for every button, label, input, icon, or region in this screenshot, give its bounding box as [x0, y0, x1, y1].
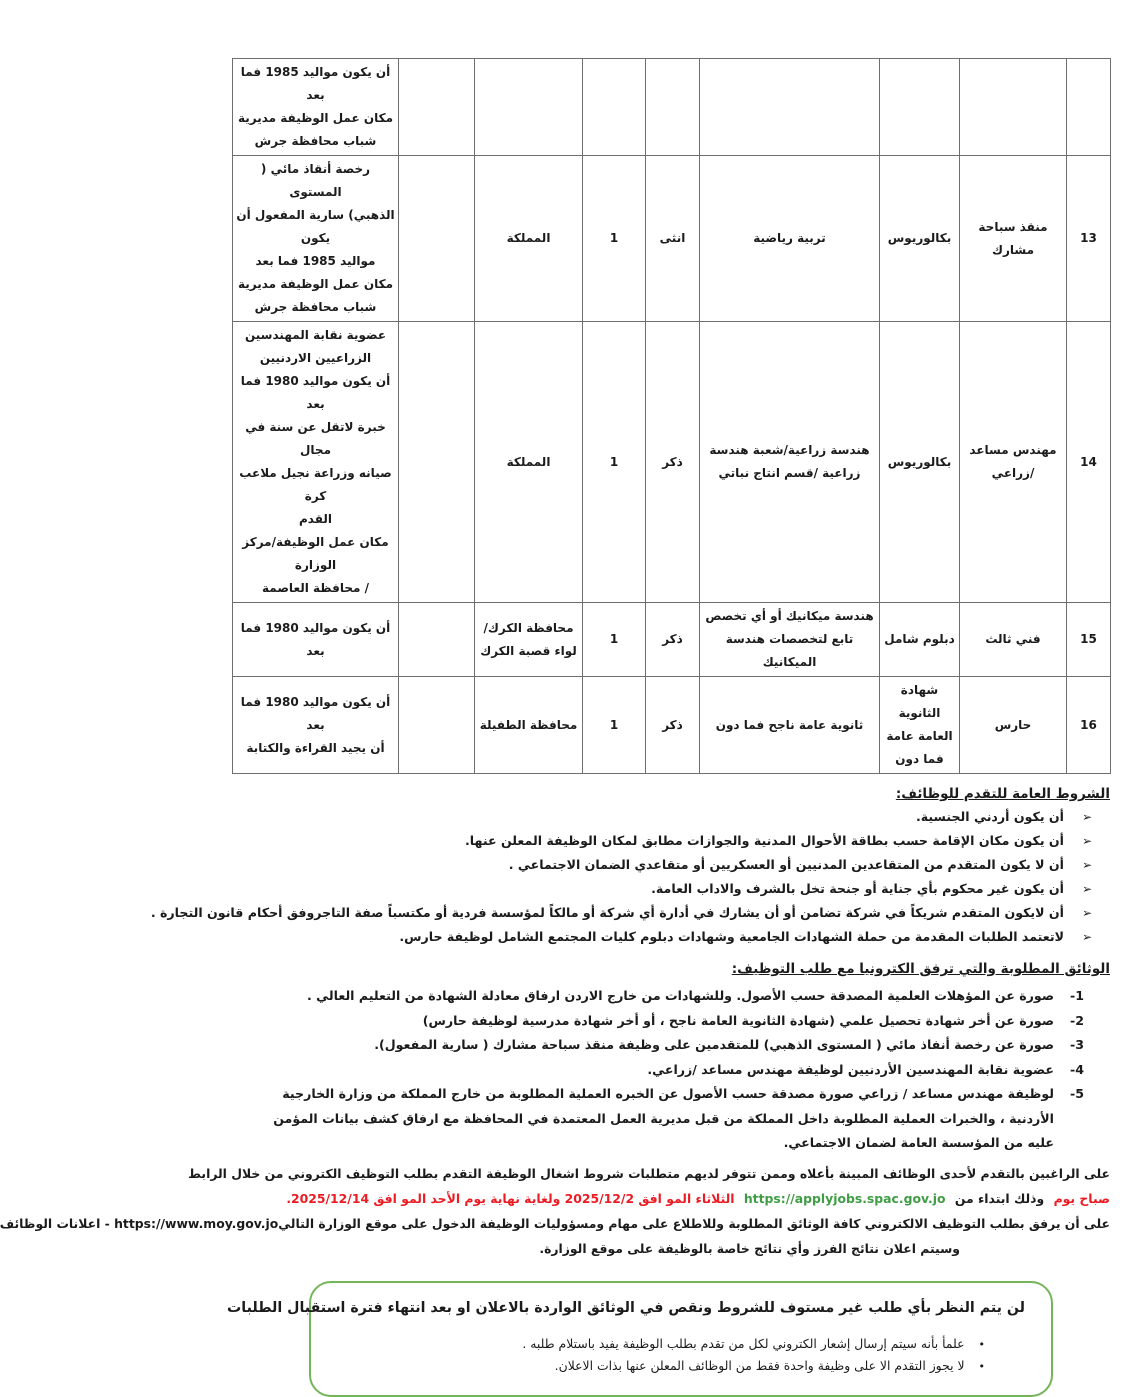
condition-text: أن يكون أردني الجنسية.	[915, 809, 1064, 824]
condition-item	[150, 901, 1110, 925]
condition-text: أن لايكون المتقدم شريكاً في شركة تضامن أو أن يشارك في أدارة أي شركة أو مالكاً لمؤسسة فردية أو مكتسباً صفة التاجروفق أحكام قانون التجارة .	[150, 905, 1064, 920]
table-row	[233, 677, 1111, 774]
application-instructions	[0, 1161, 1110, 1261]
cell-job-title: مهندس مساعد /زراعي	[960, 322, 1067, 603]
item-number: 4-	[1070, 1061, 1084, 1077]
cell-row-number: 14	[1067, 322, 1111, 603]
document-text: صورة عن أخر شهادة تحصيل علمي (شهادة الثانوية العامة ناجح ، أو أخر شهادة مدرسية لوظيفة حارس)	[422, 1012, 1054, 1028]
arrow-bullet-icon: ➢	[1081, 834, 1092, 848]
item-number: 3-	[1070, 1037, 1084, 1052]
cell-specialization: هندسة زراعية/شعبة هندسة زراعية /قسم انتاج نباتي	[700, 322, 880, 603]
item-number: 2-	[1070, 1012, 1084, 1028]
table-row	[233, 322, 1111, 603]
document-text: صورة عن المؤهلات العلمية المصدقة حسب الأصول. وللشهادات من خارج الاردن ارفاق معادلة الشهادة من التعليم العالي .	[306, 988, 1054, 1003]
apply-attachments-line	[0, 1211, 1110, 1236]
document-item	[233, 984, 1110, 1009]
apply-dates-line	[233, 1186, 1110, 1211]
cell-count: 1	[583, 156, 646, 322]
cell-row-number: 13	[1067, 156, 1111, 322]
cell-requirements: أن يكون مواليد 1985 فما بعد مكان عمل الوظيفة مديرية شباب محافظة جرش	[233, 59, 399, 156]
cell-location: المملكة	[475, 322, 583, 603]
apply-intro-line: على الراغبين بالتقدم لأحدى الوظائف المبينة بأعلاه وممن تتوفر لديهم متطلبات شروط اشغال الوظيفة التقدم بطلب التوظيف الكتروني من خلال الرابط	[188, 1165, 1110, 1181]
cell-gender: ذكر	[646, 603, 700, 677]
cell-specialization	[700, 59, 880, 156]
results-announcement-line: وسيتم اعلان نتائج الفرز وأي نتائج خاصة بالوظيفة على موقع الوزارة.	[539, 1240, 960, 1256]
cell-location	[475, 59, 583, 156]
documents-list	[233, 984, 1110, 1156]
announcements-text: - اعلانات الوظائف	[0, 1215, 110, 1231]
cell-specialization: تربية رياضية	[700, 156, 880, 322]
cell-row-number: 16	[1067, 677, 1111, 774]
cell-gender: انثى	[646, 156, 700, 322]
cell-count: 1	[583, 603, 646, 677]
attachments-text: على أن يرفق بطلب التوظيف الالكتروني كافة الوثائق المطلوبة وللاطلاع على مهام ومسؤوليات الوظيفة الدخول على موقع الوزارة التالي	[278, 1215, 1110, 1231]
arrow-bullet-icon: ➢	[1081, 906, 1092, 920]
cell-specialization: هندسة ميكانيك أو أي تخصص تابع لتخصصات هندسة الميكانيك	[700, 603, 880, 677]
condition-text: أن يكون مكان الإقامة حسب بطاقة الأحوال المدنية والجوازات مطابق لمكان الوظيفة المعلن عنها.	[465, 833, 1064, 848]
table-row	[233, 59, 1111, 156]
table-row	[233, 156, 1111, 322]
item-number: 1-	[1070, 988, 1084, 1003]
cell-row-number: 15	[1067, 603, 1111, 677]
document-item	[233, 1058, 1110, 1083]
document-item	[233, 1009, 1110, 1034]
cell-job-title: منقذ سباحة مشارك	[960, 156, 1067, 322]
cell-qualification	[880, 59, 960, 156]
notice-bullets	[329, 1333, 1025, 1377]
cell-requirements: أن يكون مواليد 1980 فما بعد	[233, 603, 399, 677]
notice-bullet-item	[329, 1355, 985, 1377]
cell-notes	[399, 322, 475, 603]
cell-gender: ذكر	[646, 322, 700, 603]
cell-location: محافظة الكرك/ لواء قصبة الكرك	[475, 603, 583, 677]
item-number: 5-	[1070, 1086, 1084, 1101]
condition-item	[233, 805, 1110, 829]
condition-item	[233, 877, 1110, 901]
document-item	[233, 1033, 1110, 1058]
cell-notes	[399, 59, 475, 156]
cell-specialization: ثانوية عامة ناجح فما دون	[700, 677, 880, 774]
cell-requirements: رخصة أنقاذ مائي ( المستوى الذهبي) سارية المفعول أن يكون مواليد 1985 فما بعد مكان عمل الوظيفة مديرية شباب محافظة جرش	[233, 156, 399, 322]
cell-row-number	[1067, 59, 1111, 156]
condition-item	[233, 829, 1110, 853]
cell-location: محافظة الطفيلة	[475, 677, 583, 774]
cell-notes	[399, 677, 475, 774]
condition-item	[233, 853, 1110, 877]
required-documents-section	[233, 958, 1110, 1156]
document-item	[233, 1082, 1110, 1156]
general-conditions-heading: الشروط العامة للتقدم للوظائف:	[895, 786, 1110, 802]
cell-gender: ذكر	[646, 677, 700, 774]
cell-job-title: فني ثالث	[960, 603, 1067, 677]
table-row	[233, 603, 1111, 677]
general-conditions-section	[150, 783, 1110, 949]
required-documents-heading: الوثائق المطلوبة والتي ترفق الكترونيا مع طلب التوظيف:	[731, 961, 1110, 977]
cell-location: المملكة	[475, 156, 583, 322]
condition-item	[233, 925, 1110, 949]
cell-notes	[399, 156, 475, 322]
cell-qualification: شهادة الثانوية العامة عامة فما دون	[880, 677, 960, 774]
ministry-site-link[interactable]: https://www.moy.gov.jo	[114, 1215, 279, 1231]
arrow-bullet-icon: ➢	[1081, 810, 1092, 824]
cell-gender	[646, 59, 700, 156]
cell-job-title	[960, 59, 1067, 156]
document-text: عضوية نقابة المهندسين الأردنيين لوظيفة مهندس مساعد /زراعي.	[647, 1061, 1054, 1077]
notice-box	[227, 1281, 1053, 1397]
cell-requirements: عضوية نقابة المهندسين الزراعيين الاردنيين أن يكون مواليد 1980 فما بعد خبرة لاتقل عن سنة في مجال صيانه وزراعة نجيل ملاعب كرة القدم مكان عمل الوظيفة/مركز الوزارة / محافظة العاصمة	[233, 322, 399, 603]
bullet-dot-icon: •	[978, 1359, 985, 1373]
bullet-dot-icon: •	[978, 1337, 985, 1351]
document-text: صورة عن رخصة أنفاذ مائي ( المستوى الذهبي) للمتقدمين على وظيفة منقذ سباحة مشارك ( سارية المفعول).	[374, 1037, 1054, 1052]
cell-qualification: بكالوريوس	[880, 156, 960, 322]
cell-job-title: حارس	[960, 677, 1067, 774]
cell-notes	[399, 603, 475, 677]
notice-bullet-item	[329, 1333, 985, 1355]
condition-text: أن لا يكون المتقدم من المتقاعدين المدنيين أو العسكريين أو متقاعدي الضمان الاجتماعي .	[508, 857, 1064, 872]
condition-text: أن يكون غير محكوم بأي جناية أو جنحة تخل بالشرف والاداب العامة.	[651, 881, 1064, 896]
job-announcement-page	[0, 58, 1126, 1373]
arrow-bullet-icon: ➢	[1081, 930, 1092, 944]
cell-qualification: بكالوريوس	[880, 322, 960, 603]
cell-count	[583, 59, 646, 156]
cell-count: 1	[583, 322, 646, 603]
cell-requirements: أن يكون مواليد 1980 فما بعد أن يجيد القراءة والكتابة	[233, 677, 399, 774]
vacancies-table	[232, 58, 1111, 774]
apply-date-range: الثلاثاء المو افق 2025/12/2 ولغاية نهاية يوم الأحد المو افق 2025/12/14.	[286, 1190, 735, 1206]
arrow-bullet-icon: ➢	[1081, 858, 1092, 872]
cell-qualification: دبلوم شامل	[880, 603, 960, 677]
arrow-bullet-icon: ➢	[1081, 882, 1092, 896]
condition-text: لاتعتمد الطلبات المقدمة من حملة الشهادات الجامعية وشهادات دبلوم كليات المجتمع الشامل لوظيفة حارس.	[399, 929, 1064, 944]
apply-start-text: صباح يوم	[1053, 1190, 1110, 1206]
apply-portal-link[interactable]: https://applyjobs.spac.gov.jo	[743, 1190, 946, 1206]
notice-bullet-text: لا يجوز التقدم الا على وظيفة واحدة فقط من الوظائف المعلن عنها بذات الاعلان.	[554, 1357, 965, 1373]
cell-count: 1	[583, 677, 646, 774]
document-text: لوظيفة مهندس مساعد / زراعي صورة مصدقة حسب الأصول عن الخبره العملية المطلوبة من خارج المملكة من وزارة الخارجية الأردنية ، والخبرات العملية المطلوبة داخل المملكة من قبل مديرية العمل المعتمدة في المحافظة مع ارفاق كشف بيانات المؤمن عليه من المؤسسة العامة لضمان الاجتماعي.	[273, 1086, 1054, 1150]
apply-middle-text: وذلك ابتداء من	[954, 1190, 1045, 1206]
notice-bullet-text: علمأ بأنه سيتم إرسال إشعار الكتروني لكل من تقدم بطلب الوظيفة يفيد باستلام طلبه .	[522, 1335, 965, 1351]
notice-heading: لن يتم النظر بأي طلب غير مستوف للشروط ونقص في الوثائق الواردة بالاعلان او بعد انتهاء فترة استقبال الطلبات	[227, 1299, 1025, 1316]
